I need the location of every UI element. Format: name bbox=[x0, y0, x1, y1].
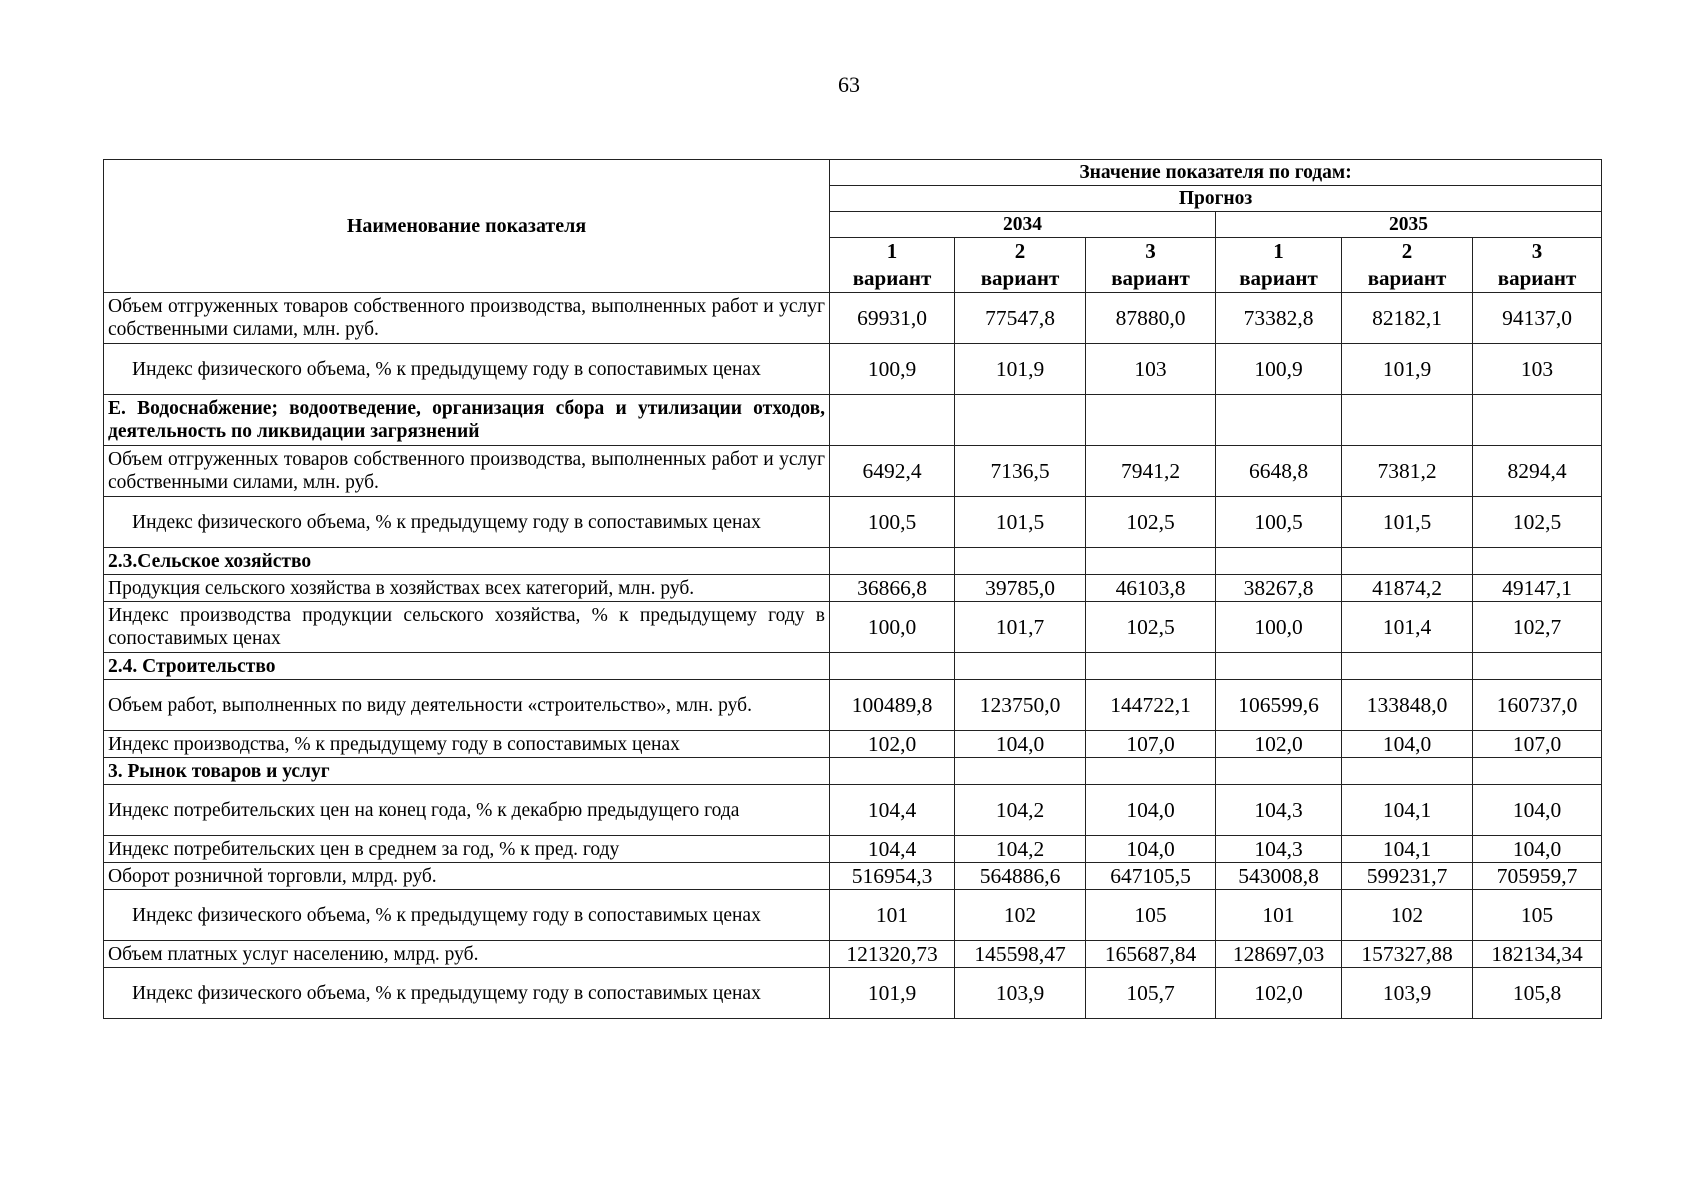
table-row bbox=[104, 575, 1602, 602]
value-cell: 94137,0 bbox=[1473, 293, 1602, 344]
table-row bbox=[104, 680, 1602, 731]
value-cell: 104,2 bbox=[955, 836, 1086, 863]
value-cell bbox=[1342, 395, 1473, 446]
value-cell bbox=[1216, 548, 1342, 575]
value-cell: 104,0 bbox=[1086, 836, 1216, 863]
value-cell: 102,0 bbox=[1216, 731, 1342, 758]
variant-label: вариант bbox=[1239, 266, 1318, 290]
value-cell: 6492,4 bbox=[830, 446, 955, 497]
value-cell bbox=[1473, 758, 1602, 785]
value-cell bbox=[1342, 548, 1473, 575]
value-cell: 102,0 bbox=[830, 731, 955, 758]
value-cell: 103,9 bbox=[955, 968, 1086, 1019]
variant-label: вариант bbox=[852, 266, 932, 290]
value-cell: 133848,0 bbox=[1342, 680, 1473, 731]
value-cell bbox=[955, 548, 1086, 575]
indicator-name: 2.3.Сельское хозяйство bbox=[104, 548, 830, 575]
value-cell: 102,5 bbox=[1473, 497, 1602, 548]
value-cell: 100,9 bbox=[1216, 344, 1342, 395]
value-cell: 104,1 bbox=[1342, 785, 1473, 836]
value-cell: 46103,8 bbox=[1086, 575, 1216, 602]
value-cell: 144722,1 bbox=[1086, 680, 1216, 731]
value-cell: 102,5 bbox=[1086, 602, 1216, 653]
value-cell: 49147,1 bbox=[1473, 575, 1602, 602]
value-cell bbox=[955, 758, 1086, 785]
value-cell bbox=[955, 395, 1086, 446]
table-row bbox=[104, 941, 1602, 968]
value-cell bbox=[830, 653, 955, 680]
value-cell bbox=[830, 758, 955, 785]
value-cell: 647105,5 bbox=[1086, 863, 1216, 890]
value-cell: 7941,2 bbox=[1086, 446, 1216, 497]
indicator-name: Индекс потребительских цен на конец года, % к декабрю предыдущего года bbox=[104, 785, 830, 836]
table-header bbox=[104, 160, 1602, 293]
table-row bbox=[104, 497, 1602, 548]
table-row bbox=[104, 863, 1602, 890]
value-cell bbox=[1086, 548, 1216, 575]
value-cell: 145598,47 bbox=[955, 941, 1086, 968]
value-cell: 100,0 bbox=[1216, 602, 1342, 653]
value-cell: 82182,1 bbox=[1342, 293, 1473, 344]
value-cell: 6648,8 bbox=[1216, 446, 1342, 497]
value-cell: 104,4 bbox=[830, 836, 955, 863]
value-cell: 101 bbox=[830, 890, 955, 941]
value-cell: 39785,0 bbox=[955, 575, 1086, 602]
value-cell: 101,7 bbox=[955, 602, 1086, 653]
header-variant bbox=[955, 238, 1086, 293]
section-row bbox=[104, 653, 1602, 680]
value-cell: 160737,0 bbox=[1473, 680, 1602, 731]
value-cell: 104,0 bbox=[1086, 785, 1216, 836]
value-cell bbox=[1086, 395, 1216, 446]
value-cell bbox=[1342, 758, 1473, 785]
value-cell bbox=[1216, 395, 1342, 446]
value-cell: 100489,8 bbox=[830, 680, 955, 731]
variant-label: вариант bbox=[1497, 266, 1577, 290]
indicator-name: Индекс производства, % к предыдущему году в сопоставимых ценах bbox=[104, 731, 830, 758]
value-cell: 128697,03 bbox=[1216, 941, 1342, 968]
value-cell bbox=[1473, 395, 1602, 446]
value-cell: 182134,34 bbox=[1473, 941, 1602, 968]
value-cell: 101,9 bbox=[1342, 344, 1473, 395]
value-cell: 41874,2 bbox=[1342, 575, 1473, 602]
value-cell bbox=[830, 395, 955, 446]
value-cell: 104,3 bbox=[1216, 785, 1342, 836]
value-cell: 8294,4 bbox=[1473, 446, 1602, 497]
header-variant bbox=[1473, 238, 1602, 293]
value-cell: 102 bbox=[1342, 890, 1473, 941]
indicator-name: Объем платных услуг населению, млрд. руб. bbox=[104, 941, 830, 968]
value-cell: 107,0 bbox=[1473, 731, 1602, 758]
value-cell: 516954,3 bbox=[830, 863, 955, 890]
indicator-name: Индекс производства продукции сельского хозяйства, % к предыдущему году в сопоставимых ценах bbox=[104, 602, 830, 653]
value-cell: 7136,5 bbox=[955, 446, 1086, 497]
table-body bbox=[104, 293, 1602, 1019]
value-cell bbox=[1216, 653, 1342, 680]
value-cell: 101,4 bbox=[1342, 602, 1473, 653]
value-cell: 121320,73 bbox=[830, 941, 955, 968]
indicator-name: Индекс физического объема, % к предыдущему году в сопоставимых ценах bbox=[104, 968, 830, 1019]
header-forecast: Прогноз bbox=[830, 186, 1602, 212]
value-cell: 104,3 bbox=[1216, 836, 1342, 863]
value-cell: 104,4 bbox=[830, 785, 955, 836]
value-cell: 103,9 bbox=[1342, 968, 1473, 1019]
header-variant bbox=[1342, 238, 1473, 293]
table-row bbox=[104, 446, 1602, 497]
indicator-name: 3. Рынок товаров и услуг bbox=[104, 758, 830, 785]
value-cell: 105,8 bbox=[1473, 968, 1602, 1019]
variant-number: 2 bbox=[1401, 239, 1413, 263]
value-cell: 102,0 bbox=[1216, 968, 1342, 1019]
indicator-table bbox=[103, 159, 1602, 1019]
value-cell: 103 bbox=[1473, 344, 1602, 395]
value-cell: 123750,0 bbox=[955, 680, 1086, 731]
header-values-by-year: Значение показателя по годам: bbox=[830, 160, 1602, 186]
table-row bbox=[104, 731, 1602, 758]
table-row bbox=[104, 785, 1602, 836]
table-row bbox=[104, 602, 1602, 653]
table-row bbox=[104, 968, 1602, 1019]
value-cell: 165687,84 bbox=[1086, 941, 1216, 968]
value-cell: 102 bbox=[955, 890, 1086, 941]
table-row bbox=[104, 344, 1602, 395]
value-cell: 599231,7 bbox=[1342, 863, 1473, 890]
value-cell: 101,5 bbox=[955, 497, 1086, 548]
value-cell bbox=[1086, 758, 1216, 785]
value-cell: 105,7 bbox=[1086, 968, 1216, 1019]
value-cell: 102,7 bbox=[1473, 602, 1602, 653]
value-cell bbox=[955, 653, 1086, 680]
value-cell: 104,0 bbox=[1473, 836, 1602, 863]
value-cell: 101 bbox=[1216, 890, 1342, 941]
value-cell: 105 bbox=[1086, 890, 1216, 941]
header-variant bbox=[830, 238, 955, 293]
indicator-name: Е. Водоснабжение; водоотведение, организация сбора и утилизации отходов, деятельность по ликвидации загрязнений bbox=[104, 395, 830, 446]
variant-number: 1 bbox=[1273, 239, 1284, 263]
header-indicator-name: Наименование показателя bbox=[104, 160, 830, 293]
value-cell: 7381,2 bbox=[1342, 446, 1473, 497]
table-row bbox=[104, 890, 1602, 941]
indicator-name: Объем отгруженных товаров собственного производства, выполненных работ и услуг собственными силами, млн. руб. bbox=[104, 446, 830, 497]
value-cell bbox=[1342, 653, 1473, 680]
value-cell: 100,9 bbox=[830, 344, 955, 395]
indicator-name: Индекс физического объема, % к предыдущему году в сопоставимых ценах bbox=[104, 344, 830, 395]
value-cell: 107,0 bbox=[1086, 731, 1216, 758]
value-cell bbox=[1473, 653, 1602, 680]
value-cell: 564886,6 bbox=[955, 863, 1086, 890]
page-number: 63 bbox=[838, 72, 860, 97]
value-cell: 87880,0 bbox=[1086, 293, 1216, 344]
section-row bbox=[104, 758, 1602, 785]
value-cell: 36866,8 bbox=[830, 575, 955, 602]
value-cell: 104,0 bbox=[955, 731, 1086, 758]
header-year-2035: 2035 bbox=[1216, 212, 1602, 238]
indicator-name: Объем работ, выполненных по виду деятельности «строительство», млн. руб. bbox=[104, 680, 830, 731]
section-row bbox=[104, 395, 1602, 446]
header-variant bbox=[1216, 238, 1342, 293]
variant-label: вариант bbox=[1111, 266, 1190, 290]
value-cell: 543008,8 bbox=[1216, 863, 1342, 890]
indicator-name: Индекс физического объема, % к предыдущему году в сопоставимых ценах bbox=[104, 497, 830, 548]
value-cell: 38267,8 bbox=[1216, 575, 1342, 602]
indicator-name: Индекс физического объема, % к предыдущему году в сопоставимых ценах bbox=[104, 890, 830, 941]
variant-number: 1 bbox=[886, 239, 898, 263]
indicator-name: Продукция сельского хозяйства в хозяйствах всех категорий, млн. руб. bbox=[104, 575, 830, 602]
table-row bbox=[104, 293, 1602, 344]
table-row bbox=[104, 836, 1602, 863]
value-cell: 106599,6 bbox=[1216, 680, 1342, 731]
value-cell: 104,0 bbox=[1342, 731, 1473, 758]
value-cell bbox=[1216, 758, 1342, 785]
value-cell: 101,9 bbox=[830, 968, 955, 1019]
value-cell: 157327,88 bbox=[1342, 941, 1473, 968]
variant-number: 3 bbox=[1531, 239, 1543, 263]
value-cell: 100,0 bbox=[830, 602, 955, 653]
value-cell: 705959,7 bbox=[1473, 863, 1602, 890]
value-cell: 103 bbox=[1086, 344, 1216, 395]
value-cell: 102,5 bbox=[1086, 497, 1216, 548]
value-cell bbox=[1086, 653, 1216, 680]
header-variant bbox=[1086, 238, 1216, 293]
indicator-name: Индекс потребительских цен в среднем за год, % к пред. году bbox=[104, 836, 830, 863]
value-cell: 104,1 bbox=[1342, 836, 1473, 863]
value-cell: 105 bbox=[1473, 890, 1602, 941]
variant-number: 2 bbox=[1014, 239, 1026, 263]
section-row bbox=[104, 548, 1602, 575]
indicator-name: Объем отгруженных товаров собственного производства, выполненных работ и услуг собственными силами, млн. руб. bbox=[104, 293, 830, 344]
indicator-name: Оборот розничной торговли, млрд. руб. bbox=[104, 863, 830, 890]
variant-label: вариант bbox=[980, 266, 1060, 290]
value-cell: 104,0 bbox=[1473, 785, 1602, 836]
value-cell: 101,5 bbox=[1342, 497, 1473, 548]
value-cell: 101,9 bbox=[955, 344, 1086, 395]
value-cell: 100,5 bbox=[830, 497, 955, 548]
value-cell: 104,2 bbox=[955, 785, 1086, 836]
variant-label: вариант bbox=[1367, 266, 1447, 290]
value-cell bbox=[1473, 548, 1602, 575]
value-cell: 100,5 bbox=[1216, 497, 1342, 548]
header-year-2034: 2034 bbox=[830, 212, 1216, 238]
value-cell: 73382,8 bbox=[1216, 293, 1342, 344]
value-cell: 69931,0 bbox=[830, 293, 955, 344]
value-cell bbox=[830, 548, 955, 575]
indicator-name: 2.4. Строительство bbox=[104, 653, 830, 680]
value-cell: 77547,8 bbox=[955, 293, 1086, 344]
variant-number: 3 bbox=[1145, 239, 1156, 263]
